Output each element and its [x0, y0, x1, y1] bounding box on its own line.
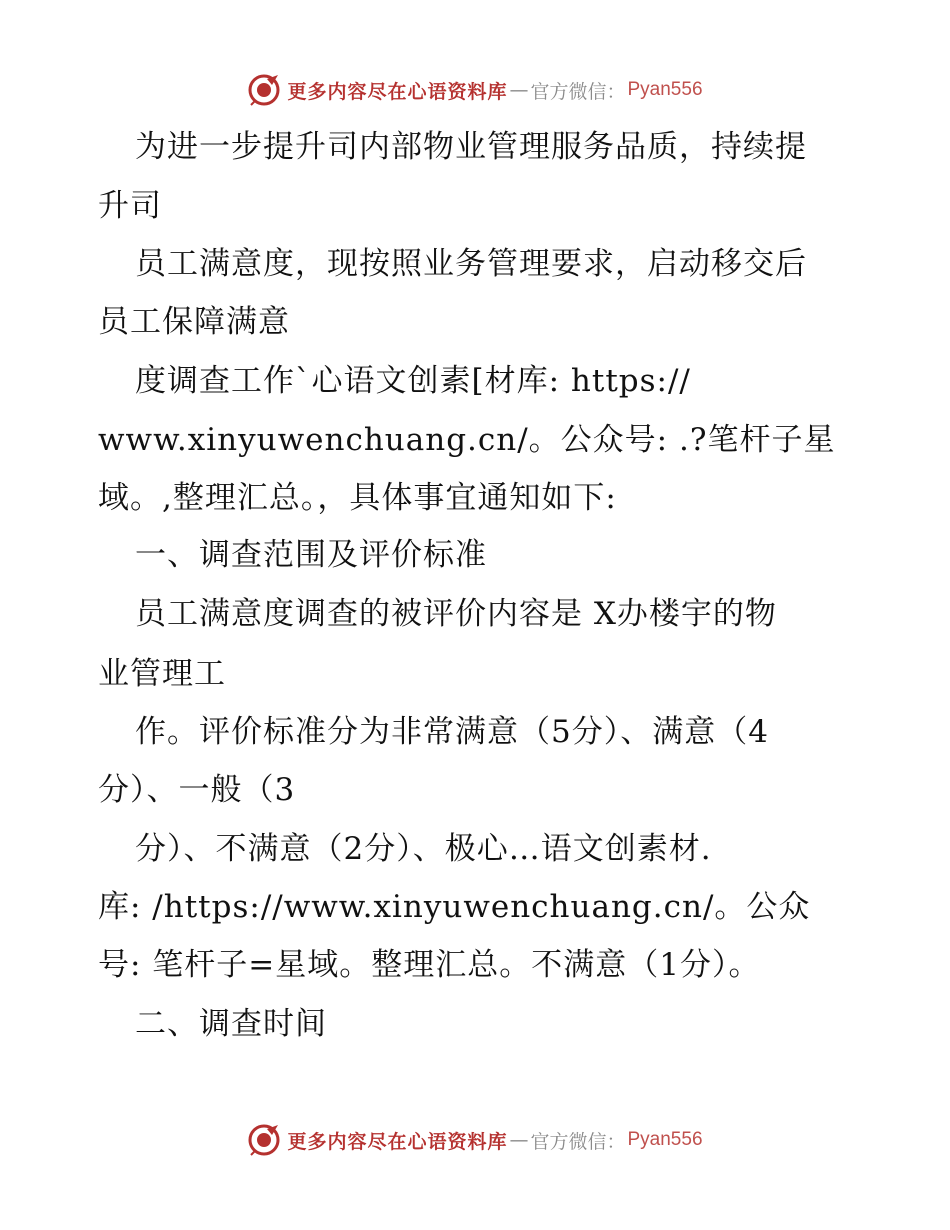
- body-line: 员工满意度调查的被评价内容是 X办楼宇的物: [135, 596, 777, 632]
- section-heading: 二、调查时间: [135, 1006, 327, 1042]
- body-line: 号: 笔杆子=星域。整理汇总。不满意（1分）。: [98, 947, 761, 983]
- section-heading: 一、调查范围及评价标准: [135, 537, 487, 573]
- banner-separator: —: [509, 1129, 529, 1151]
- body-line: 业管理工: [98, 656, 226, 692]
- banner-wechat-id: Pyan556: [627, 1129, 703, 1150]
- quill-logo-icon: [247, 1123, 281, 1157]
- body-line: 为进一步提升司内部物业管理服务品质，持续提: [135, 129, 807, 165]
- body-line: 升司: [98, 188, 162, 224]
- body-line: 库: /https://www.xinyuwenchuang.cn/。公众: [98, 889, 811, 925]
- body-line: www.xinyuwenchuang.cn/。公众号: .?笔杆子星: [98, 422, 836, 458]
- quill-logo-icon: [247, 73, 281, 107]
- banner-site-text: 更多内容尽在心语资料库: [287, 80, 508, 103]
- banner-site-text: 更多内容尽在心语资料库: [287, 1130, 508, 1153]
- body-line: 员工保障满意: [98, 304, 290, 340]
- body-line: 分）、一般（3: [98, 772, 296, 808]
- header-banner: [0, 70, 950, 110]
- body-line: 域。,整理汇总。，具体事宜通知如下:: [98, 480, 617, 516]
- banner-wechat-label: 官方微信：: [530, 80, 626, 103]
- banner-wechat-id: Pyan556: [627, 79, 703, 100]
- footer-banner: [0, 1120, 950, 1160]
- body-line: 作。评价标准分为非常满意（5分）、满意（4: [135, 714, 769, 750]
- banner-wechat-label: 官方微信：: [530, 1130, 626, 1153]
- body-line: 员工满意度，现按照业务管理要求，启动移交后: [135, 246, 807, 282]
- body-line: 度调查工作`心语文创素[材库: https://: [135, 363, 691, 399]
- banner-separator: —: [509, 79, 529, 101]
- body-line: 分）、不满意（2分）、极心…语文创素材.: [135, 831, 712, 867]
